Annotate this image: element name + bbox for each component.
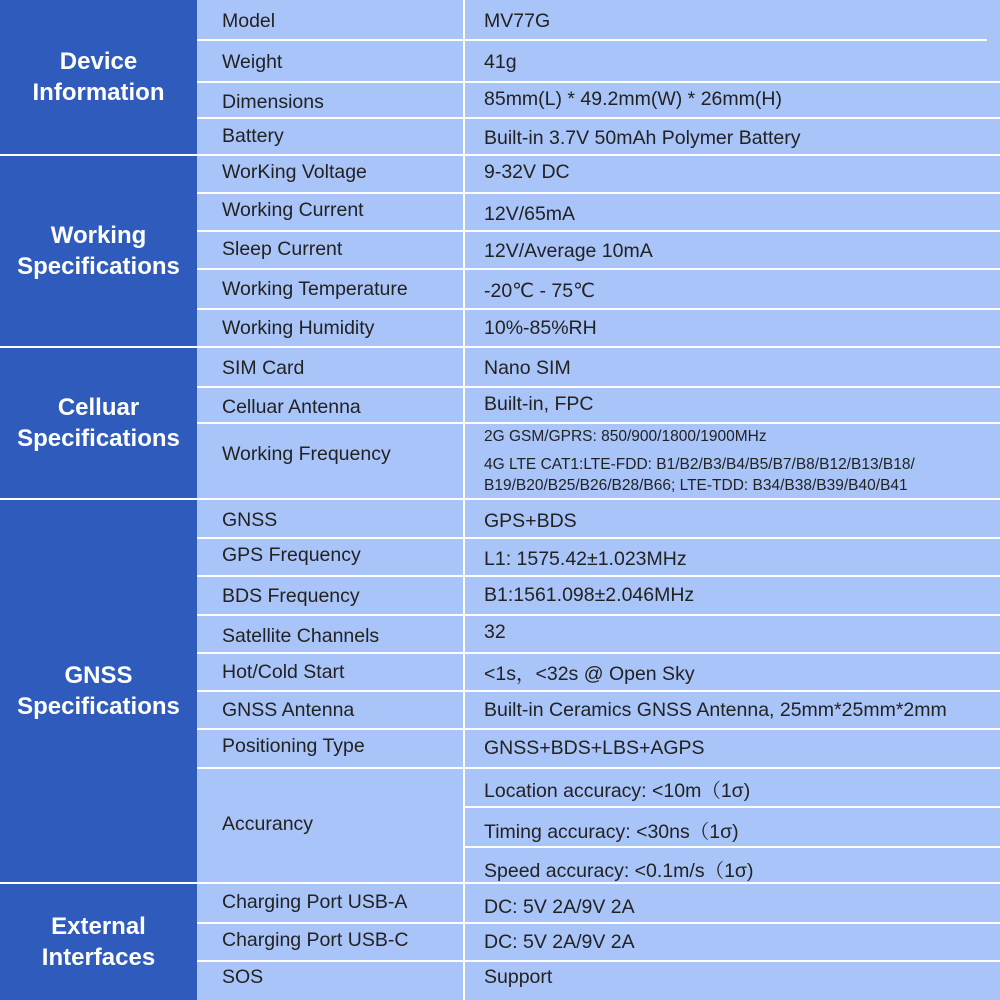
spec-label-working-humidity: Working Humidity [222,317,375,339]
spec-value-sleep-current: 12V/Average 10mA [484,240,653,262]
spec-value-speed-accuracy: Speed accuracy: <0.1m/s（1σ) [484,860,754,882]
spec-label-satellite-channels: Satellite Channels [222,625,380,647]
category-device-information [0,0,197,154]
category-label: GNSS Specifications [17,662,180,720]
spec-value-working-frequency-4g-line2: B19/B20/B25/B26/B28/B66; LTE-TDD: B34/B38/B39/B40/B41 [484,477,908,494]
row-divider [197,767,1000,769]
spec-label-model: Model [222,10,276,32]
category-label: Working Specifications [17,222,180,280]
row-divider [197,308,1000,310]
category-label: Device Information [32,48,165,106]
spec-value-working-voltage: 9-32V DC [484,161,570,183]
spec-value-gnss-antenna: Built-in Ceramics GNSS Antenna, 25mm*25mm*2mm [484,699,947,721]
spec-label-bds-frequency: BDS Frequency [222,585,360,607]
spec-value-bds-frequency: B1:1561.098±2.046MHz [484,584,695,606]
row-divider [463,846,1000,848]
spec-value-sim-card: Nano SIM [484,357,571,379]
spec-value-model: MV77G [484,10,551,32]
section-divider [0,346,1000,348]
spec-label-sim-card: SIM Card [222,357,305,379]
row-divider [197,960,1000,962]
row-divider [197,728,1000,730]
row-divider [197,81,1000,83]
spec-value-sos: Support [484,966,553,988]
spec-label-working-voltage: WorKing Voltage [222,161,367,183]
category-working-specifications [0,156,197,346]
spec-value-satellite-channels: 32 [484,621,506,643]
spec-value-working-frequency-2g: 2G GSM/GPRS: 850/900/1800/1900MHz [484,428,767,445]
row-divider [463,806,1000,808]
spec-label-working-temperature: Working Temperature [222,278,408,300]
spec-value-working-temperature: -20℃ - 75℃ [484,280,596,302]
spec-value-charging-port-usb-c: DC: 5V 2A/9V 2A [484,931,635,953]
spec-value-gnss: GPS+BDS [484,510,577,532]
spec-label-hot-cold-start: Hot/Cold Start [222,661,345,683]
spec-value-dimensions: 85mm(L) * 49.2mm(W) * 26mm(H) [484,88,782,110]
spec-value-weight: 41g [484,51,517,73]
spec-label-working-frequency: Working Frequency [222,443,391,465]
spec-label-charging-port-usb-a: Charging Port USB-A [222,891,408,913]
spec-value-timing-accuracy: Timing accuracy: <30ns（1σ) [484,821,739,843]
spec-value-charging-port-usb-a: DC: 5V 2A/9V 2A [484,896,635,918]
row-divider [197,922,1000,924]
spec-label-dimensions: Dimensions [222,91,324,113]
row-divider [197,422,1000,424]
row-divider [197,192,1000,194]
spec-label-gnss-antenna: GNSS Antenna [222,699,355,721]
category-label: Celluar Specifications [17,394,180,452]
spec-label-battery: Battery [222,125,284,147]
spec-label-celluar-antenna: Celluar Antenna [222,396,361,418]
spec-label-sleep-current: Sleep Current [222,238,343,260]
spec-value-working-humidity: 10%-85%RH [484,317,597,339]
row-divider [197,39,987,41]
spec-label-sos: SOS [222,966,264,988]
row-divider [197,614,1000,616]
spec-value-gps-frequency: L1: 1575.42±1.023MHz [484,548,687,570]
row-divider [197,537,1000,539]
category-external-interfaces [0,884,197,1000]
section-divider [0,154,1000,156]
category-cellular-specifications [0,348,197,498]
spec-label-accurancy: Accurancy [222,813,314,835]
spec-value-hot-cold-start: <1s，<32s @ Open Sky [484,663,695,685]
section-divider [0,498,1000,500]
row-divider [197,575,1000,577]
spec-value-positioning-type: GNSS+BDS+LBS+AGPS [484,737,705,759]
row-divider [197,268,1000,270]
spec-label-working-current: Working Current [222,199,364,221]
column-divider [463,0,465,1000]
spec-label-positioning-type: Positioning Type [222,735,365,757]
row-divider [197,690,1000,692]
row-divider [197,652,1000,654]
spec-value-battery: Built-in 3.7V 50mAh Polymer Battery [484,127,801,149]
category-gnss-specifications [0,500,197,882]
spec-value-celluar-antenna: Built-in, FPC [484,393,594,415]
row-divider [197,386,1000,388]
row-divider [197,117,1000,119]
spec-label-gnss: GNSS [222,509,278,531]
spec-label-weight: Weight [222,51,283,73]
spec-label-gps-frequency: GPS Frequency [222,544,361,566]
spec-value-location-accuracy: Location accuracy: <10m（1σ) [484,780,751,802]
category-label: External Interfaces [41,913,156,971]
row-divider [197,230,1000,232]
spec-label-charging-port-usb-c: Charging Port USB-C [222,929,409,951]
spec-value-working-frequency-4g-line1: 4G LTE CAT1:LTE-FDD: B1/B2/B3/B4/B5/B7/B8/B12/B13/B18/ [484,456,915,473]
spec-value-working-current: 12V/65mA [484,203,576,225]
